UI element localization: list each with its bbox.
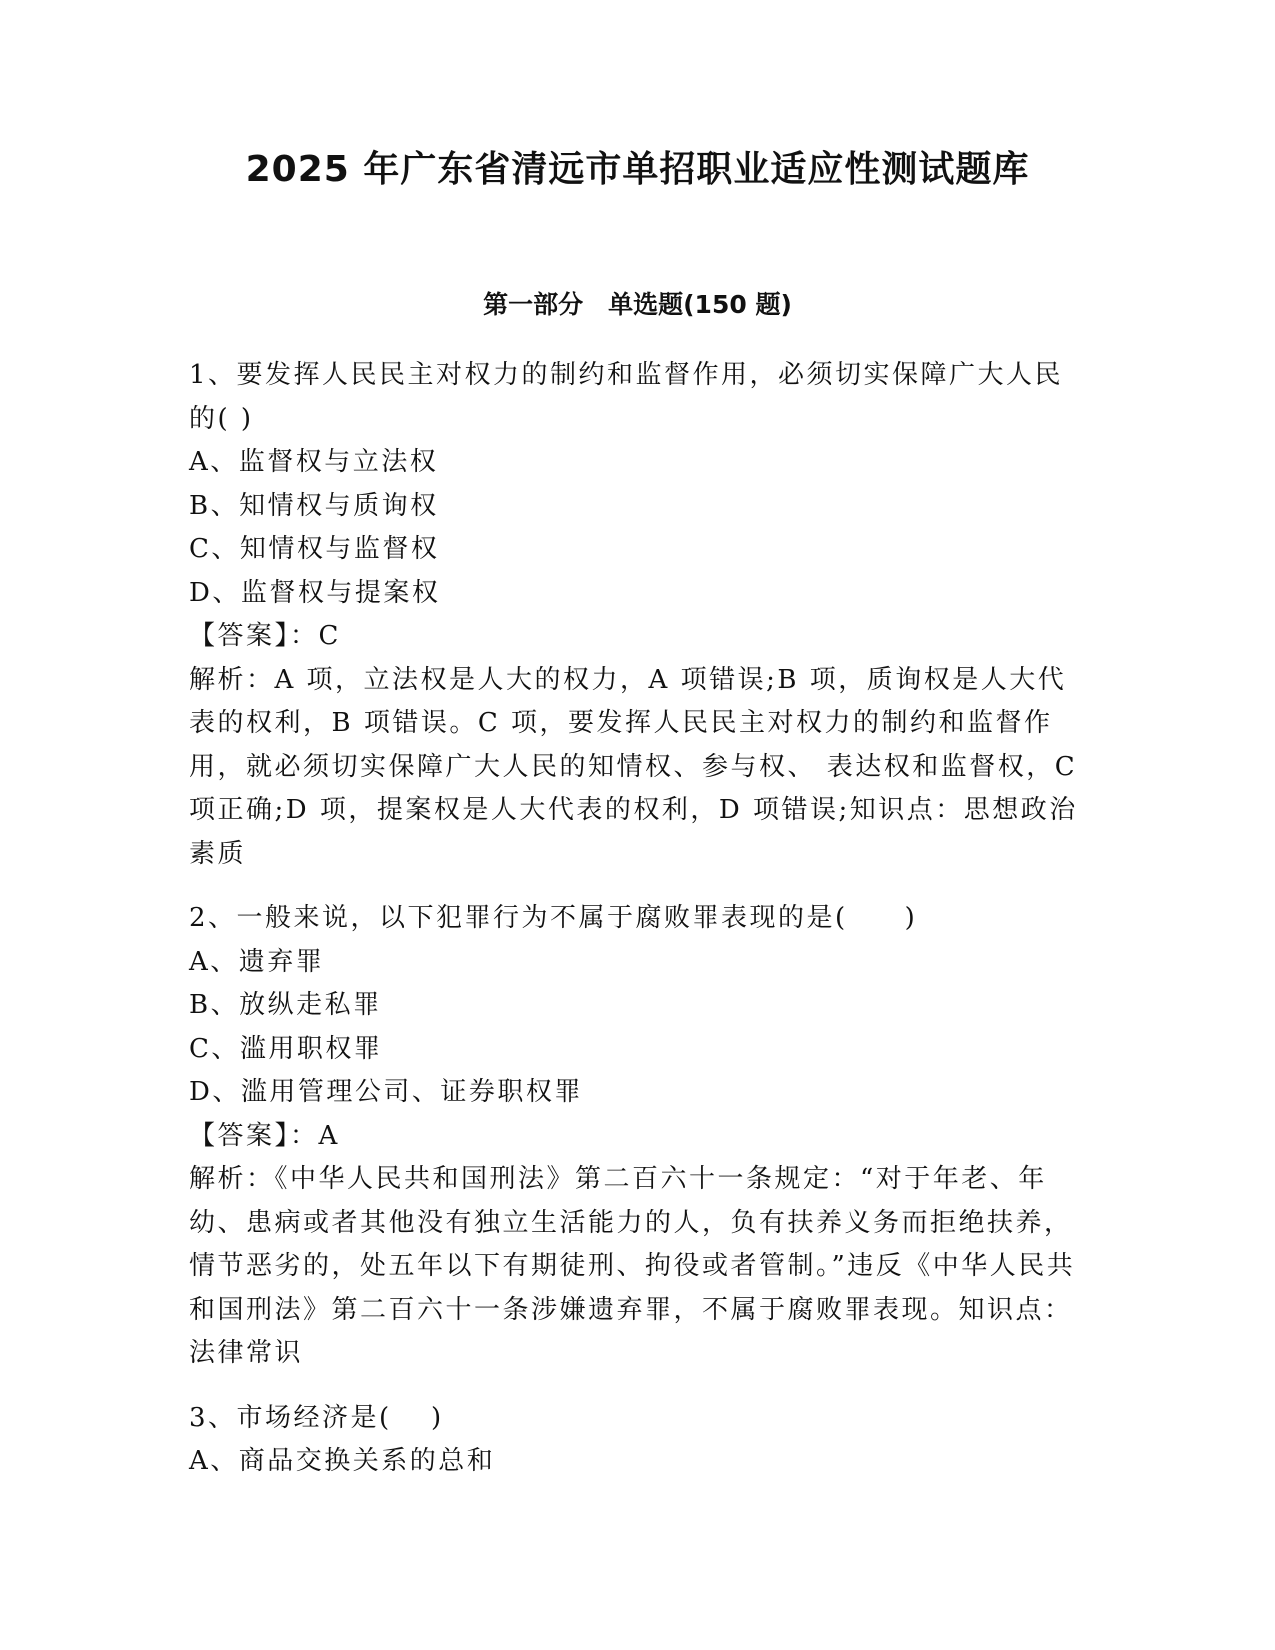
document-title: 2025 年广东省清远市单招职业适应性测试题库 (245, 149, 1030, 190)
question-item (189, 897, 1089, 1376)
section-heading: 第一部分 单选题(150 题) (483, 290, 792, 319)
option-c: C、知情权与监督权 (189, 534, 440, 564)
question-item (189, 354, 1089, 876)
option-b: B、知情权与质询权 (189, 490, 439, 521)
option-d: D、滥用管理公司、证券职权罪 (189, 1077, 583, 1107)
analysis-text: 解析：《中华人民共和国刑法》第二百六十一条规定：“对于年老、年幼、患病或者其他没有独立生活能力的人，负有扶养义务而拒绝扶养，情节恶劣的，处五年以下有期徒刑、拘役或者管制。”违反《中华人民共和国刑法》第二百六十一条涉嫌遗弃罪，不属于腐败罪表现。知识点：法律常识 (189, 1164, 1076, 1368)
analysis-text: 解析：A 项，立法权是人大的权力，A 项错误;B 项，质询权是人大代表的权利，B 项错误。C 项，要发挥人民民主对权力的制约和监督作用，就必须切实保障广大人民的知情权、参与权、 表达权和监督权，C 项正确;D 项，提案权是人大代表的权利，D 项错误;知识点：思想政治素质 (189, 664, 1078, 869)
answer-line: 【答案】：C (189, 621, 341, 651)
answer-line: 【答案】：A (189, 1120, 340, 1151)
option-a: A、商品交换关系的总和 (189, 1446, 496, 1476)
question-stem: 1、要发挥人民民主对权力的制约和监督作用，必须切实保障广大人民的( ) (189, 360, 1064, 434)
question-list (189, 354, 1089, 1505)
question-stem: 3、市场经济是( ) (189, 1402, 444, 1433)
question-stem: 2、一般来说，以下犯罪行为不属于腐败罪表现的是( ) (189, 903, 918, 933)
option-d: D、监督权与提案权 (189, 577, 441, 608)
option-c: C、滥用职权罪 (189, 1033, 383, 1064)
question-item (189, 1397, 1089, 1484)
option-a: A、监督权与立法权 (189, 447, 439, 477)
option-b: B、放纵走私罪 (189, 990, 382, 1020)
option-a: A、遗弃罪 (189, 946, 325, 977)
